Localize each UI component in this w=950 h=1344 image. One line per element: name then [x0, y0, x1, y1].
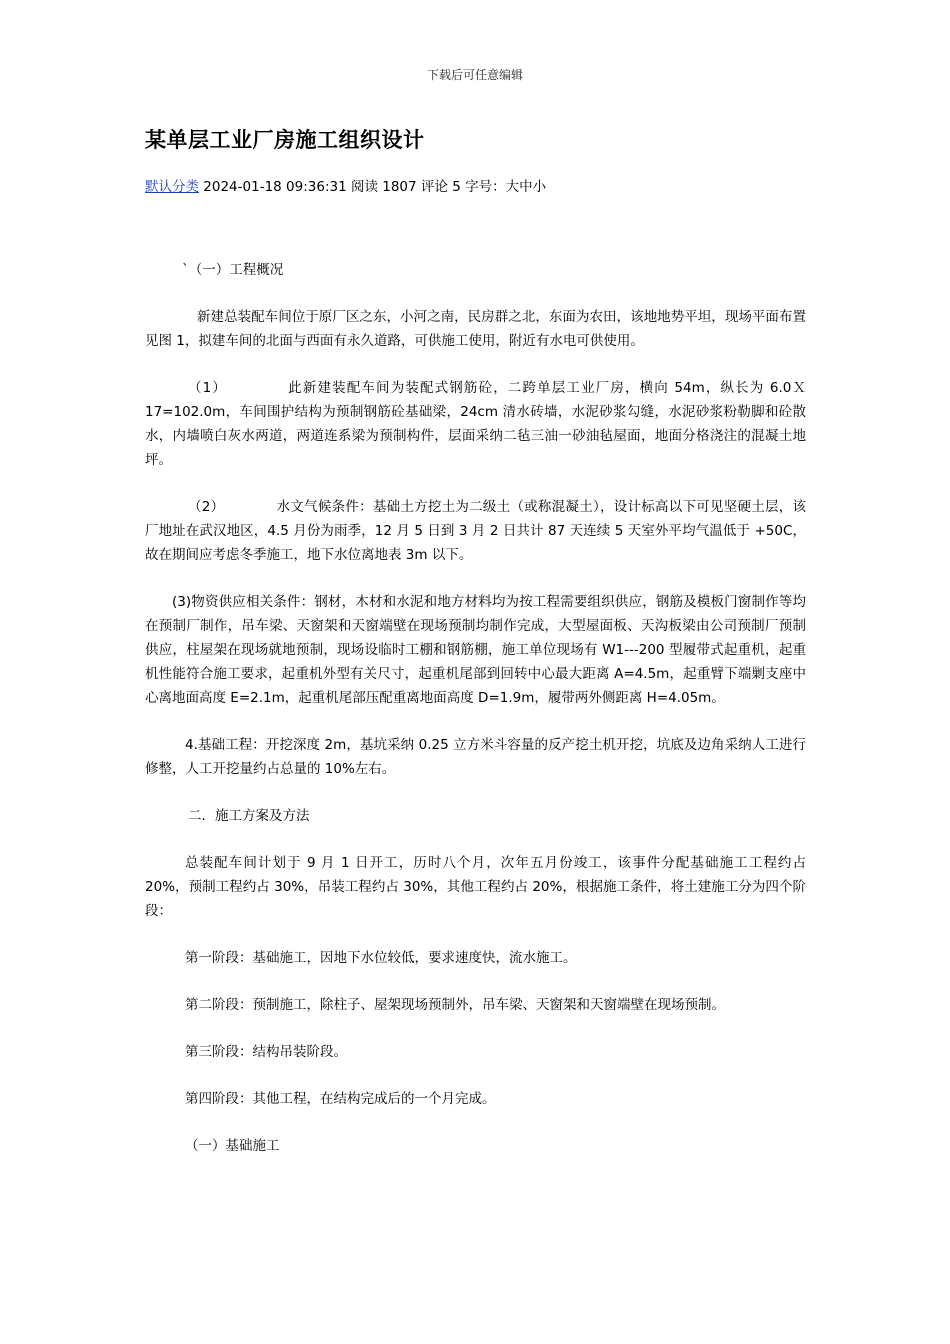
paragraph-structure	[145, 376, 806, 472]
item-label-1: （1）	[188, 380, 228, 396]
page-header-note: 下载后可任意编辑	[426, 68, 523, 82]
article-meta	[145, 175, 546, 195]
paragraph-stage-1: 第一阶段：基础施工，因地下水位较低，要求速度快，流水施工。	[185, 950, 577, 966]
paragraph-stage-2: 第二阶段：预制施工，除柱子、屋架现场预制外，吊车梁、天窗架和天窗端壁在现场预制。	[185, 997, 725, 1013]
item-text-1: 此新建装配车间为装配式钢筋砼，二跨单层工业厂房，横向 54m，纵长为 6.0Ｘ17=102.0m，车间围护结构为预制钢筋砼基础梁，24cm 清水砖墙，水泥砂浆勾缝，水泥砂浆粉勒脚和砼散水，内墙喷白灰水两道，两道连系梁为预制构件，层面采纳二毡三油一砂油毡屋面，地面分格浇注的混凝土地坪。	[145, 380, 806, 468]
paragraph-stage-4: 第四阶段：其他工程，在结构完成后的一个月完成。	[185, 1091, 496, 1107]
category-link[interactable]: 默认分类	[145, 179, 199, 195]
paragraph-foundation-heading: （一）基础施工	[185, 1138, 280, 1154]
paragraph-site-location: 新建总装配车间位于原厂区之东，小河之南，民房群之北，东面为农田，该地地势平坦，现场平面布置见图 1，拟建车间的北面与西面有永久道路，可供施工使用，附近有水电可供使用。	[145, 309, 806, 349]
paragraph-method-heading: 二．施工方案及方法	[188, 808, 310, 824]
article-title: 某单层工业厂房施工组织设计	[145, 128, 425, 152]
item-label-2: （2）	[188, 499, 225, 515]
item-text-2: 水文气候条件：基础土方挖土为二级土（或称混凝土），设计标高以下可见坚硬土层，该厂地址在武汉地区，4.5 月份为雨季，12 月 5 日到 3 月 2 日共计 87 天连续 5 天室外平均气温低于 +50C，故在期间应考虑冬季施工，地下水位离地表 3m 以下。	[145, 499, 807, 563]
paragraph-overview-heading: `（一）工程概况	[182, 262, 284, 278]
paragraph-schedule: 总装配车间计划于 9 月 1 日开工，历时八个月，次年五月份竣工，该事件分配基础施工工程约占 20%，预制工程约占 30%，吊装工程约占 30%，其他工程约占 20%，根据施工条件，将土建施工分为四个阶段：	[145, 855, 806, 919]
meta-info: 2024-01-18 09:36:31 阅读 1807 评论 5 字号：大中小	[199, 179, 547, 195]
paragraph-material-supply: (3)物资供应相关条件：钢材，木材和水泥和地方材料均为按工程需要组织供应，钢筋及模板门窗制作等均在预制厂制作，吊车梁、天窗架和天窗端壁在现场预制均制作完成，大型屋面板、天沟板梁由公司预制厂预制供应，柱屋架在现场就地预制，现场设临时工棚和钢筋棚，施工单位现场有 W1---200 型履带式起重机，起重机性能符合施工要求，起重机外型有关尺寸，起重机尾部到回转中心最大距离 A=4.5m，起重臂下端剿支座中心离地面高度 E=2.1m，起重机尾部压配重离地面高度 D=1.9m，履带两外侧距离 H=4.05m。	[145, 594, 806, 706]
paragraph-foundation: 4.基础工程：开挖深度 2m，基坑采纳 0.25 立方米斗容量的反产挖土机开挖，坑底及边角采纳人工进行修整，人工开挖量约占总量的 10%左右。	[145, 737, 806, 777]
paragraph-climate	[145, 495, 806, 567]
article-body	[145, 258, 806, 1181]
paragraph-stage-3: 第三阶段：结构吊装阶段。	[185, 1044, 347, 1060]
